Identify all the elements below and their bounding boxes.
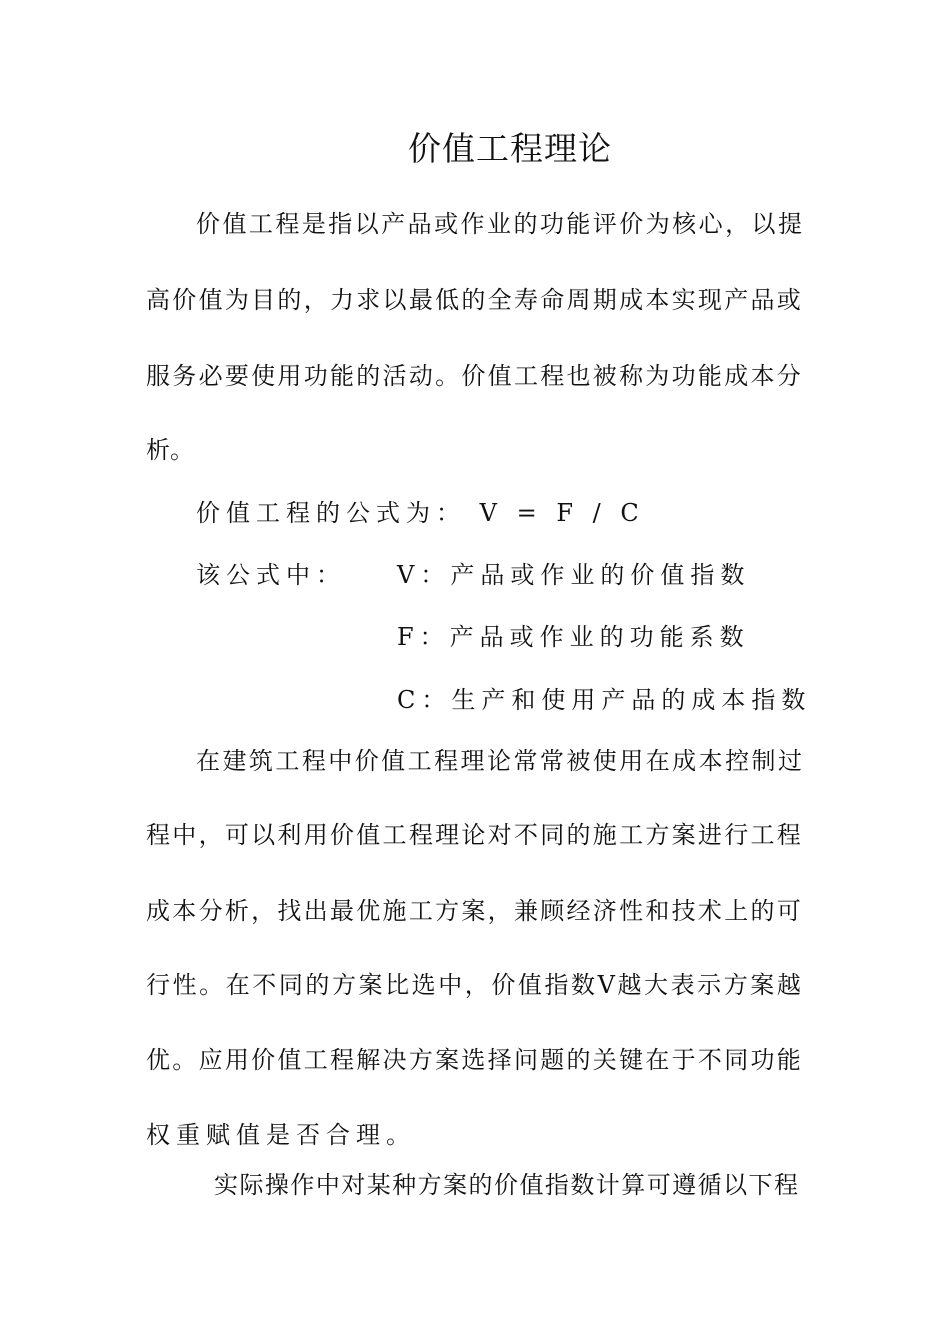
formula-line: 价值工程的公式为： V = F / C bbox=[196, 499, 645, 527]
paragraph-1-line-2: 高 价 值 为 目 的 ， 力 求 以 最 低 的 全 寿 命 周 期 成 本 实 现 产 品 或 bbox=[146, 286, 801, 314]
paragraph-2-line-2: 程 中 ， 可 以 利 用 价 值 工 程 理 论 对 不 同 的 施 工 方 案 进 行 工 程 bbox=[146, 821, 801, 849]
definition-c: C：生产和使用产品的成本指数 bbox=[397, 686, 812, 714]
page-title: 价值工程理论 bbox=[408, 129, 612, 168]
paragraph-2-line-6: 权重赋值是否合理。 bbox=[146, 1121, 416, 1149]
paragraph-1-line-4: 析。 bbox=[146, 436, 194, 464]
paragraph-2-line-4: 行 性 。 在 不 同 的 方 案 比 选 中 ， 价 值 指 数 V 越 大 表 示 方 案 越 bbox=[146, 971, 801, 999]
paragraph-2-line-5: 优 。 应 用 价 值 工 程 解 决 方 案 选 择 问 题 的 关 键 在 于 不 同 功 能 bbox=[146, 1046, 801, 1074]
paragraph-1-line-3: 服 务 必 要 使 用 功 能 的 活 动 。 价 值 工 程 也 被 称 为 功 能 成 本 分 bbox=[146, 362, 801, 390]
definition-f: F：产品或作业的功能系数 bbox=[397, 623, 750, 651]
definition-v: V：产品或作业的价值指数 bbox=[397, 561, 751, 589]
formula-intro: 该公式中： bbox=[196, 561, 346, 589]
paragraph-1-line-1: 价 值 工 程 是 指 以 产 品 或 作 业 的 功 能 评 价 为 核 心 ， 以 提 bbox=[196, 210, 802, 238]
paragraph-2-line-3: 成 本 分 析 ， 找 出 最 优 施 工 方 案 ， 兼 顾 经 济 性 和 技 术 上 的 可 bbox=[146, 897, 801, 925]
paragraph-2-line-1: 在 建 筑 工 程 中 价 值 工 程 理 论 常 常 被 使 用 在 成 本 控 制 过 bbox=[196, 747, 802, 775]
paragraph-3-line-1: 实 际 操 作 中 对 某 种 方 案 的 价 值 指 数 计 算 可 遵 循 以 下 程 bbox=[214, 1171, 798, 1199]
